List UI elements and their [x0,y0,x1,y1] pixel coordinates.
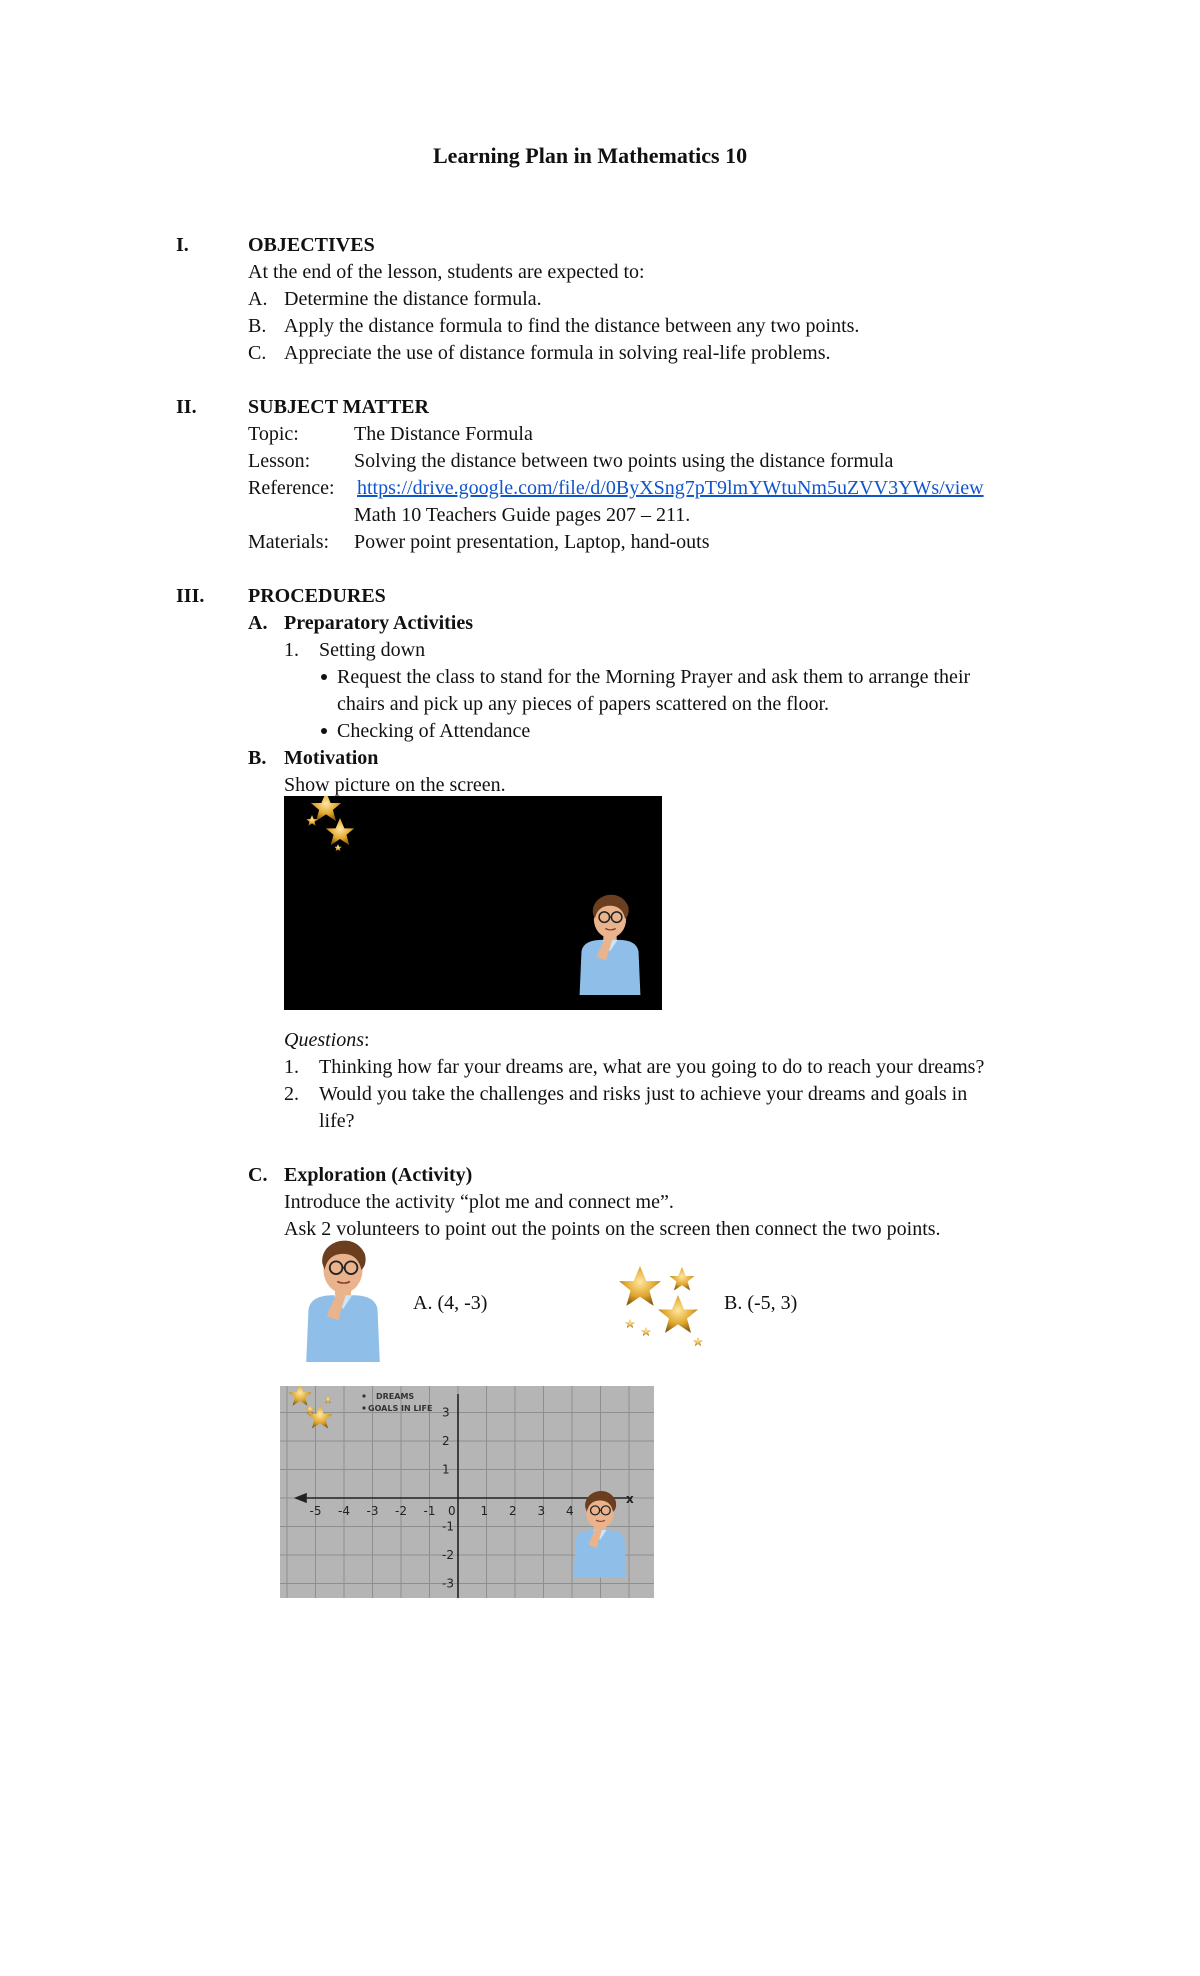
legend-bullet [362,1394,365,1397]
x-tick-label: 3 [537,1504,546,1518]
lesson-label: Lesson: [248,450,311,472]
lesson-value: Solving the distance between two points using the distance formula [354,450,894,472]
x-tick-label: -3 [366,1504,379,1518]
exploration-line2: Ask 2 volunteers to point out the points on the screen then connect the two points. [284,1218,941,1240]
reference-link[interactable]: https://drive.google.com/file/d/0ByXSng7pT9lmYWtuNm5uZVV3YWs/view [357,477,984,499]
objective-label-c: C. [248,342,267,364]
q2-label: 2. [284,1083,299,1105]
point-b-text: B. (-5, 3) [724,1292,798,1314]
bullet-dot [321,728,327,734]
bullet1-line2: chairs and pick up any pieces of papers scattered on the floor. [337,693,830,715]
procedure-label-b: B. [248,747,267,769]
subject-heading: SUBJECT MATTER [248,396,429,418]
coordinate-grid-image [280,1386,654,1598]
section-numeral-objectives: I. [176,234,189,256]
legend-bullet [362,1406,365,1409]
y-tick-label: -1 [442,1519,454,1534]
bullet1-line1: Request the class to stand for the Morning Prayer and ask them to arrange their [337,666,971,688]
q1-label: 1. [284,1056,299,1078]
x-tick-label: -2 [395,1504,407,1518]
procedures-heading: PROCEDURES [248,585,386,607]
section-numeral-subject: II. [176,396,197,418]
objective-text-a: Determine the distance formula. [284,288,542,310]
q1-text: Thinking how far your dreams are, what are you going to do to reach your dreams? [319,1056,985,1078]
x-tick-label: -1 [423,1504,436,1518]
motivation-slide-image [284,796,662,1010]
q2-line1: Would you take the challenges and risks just to achieve your dreams and goals in [319,1083,968,1105]
point-a-text: A. (4, -3) [413,1292,488,1314]
reference-label: Reference: [248,477,335,499]
reference-book: Math 10 Teachers Guide pages 207 – 211. [354,504,691,526]
objectives-heading: OBJECTIVES [248,234,375,256]
step1-text: Setting down [319,639,426,661]
objective-label-a: A. [248,288,268,310]
materials-value: Power point presentation, Laptop, hand-outs [354,531,710,553]
y-tick-label: -2 [442,1548,454,1562]
boy-thinking-image [298,1240,388,1370]
x-tick-label: 2 [509,1504,517,1518]
questions-label [284,1027,370,1053]
x-tick-label: 1 [480,1504,489,1518]
stars-image [612,1262,712,1352]
materials-label: Materials: [248,531,330,553]
x-axis-label: x [626,1492,634,1506]
bullet-dot [321,674,327,680]
objectives-intro: At the end of the lesson, students are expected to: [248,261,645,283]
motivation-text: Show picture on the screen. [284,774,506,796]
page-title: Learning Plan in Mathematics 10 [433,143,748,168]
x-tick-label: 4 [566,1504,574,1518]
objective-text-c: Appreciate the use of distance formula in solving real-life problems. [284,342,831,364]
section-numeral-procedures: III. [176,585,205,607]
q2-line2: life? [319,1110,355,1132]
step1-label: 1. [284,639,299,661]
x-tick-label: -5 [309,1504,322,1518]
legend-item-dreams: DREAMS [376,1392,415,1401]
x-tick-label: 0 [448,1504,456,1518]
x-tick-label: -4 [338,1504,350,1518]
y-tick-label: 1 [442,1462,450,1477]
procedure-label-a: A. [248,612,268,634]
bullet2-text: Checking of Attendance [337,720,531,742]
y-tick-label: 2 [442,1434,450,1448]
preparatory-heading: Preparatory Activities [284,612,474,634]
y-tick-label: 3 [442,1405,450,1420]
procedure-label-c: C. [248,1164,268,1186]
questions-word: Questions [284,1029,364,1051]
motivation-heading: Motivation [284,747,379,769]
exploration-heading: Exploration (Activity) [284,1164,473,1186]
y-tick-label: -3 [442,1576,454,1591]
questions-colon: : [364,1029,370,1051]
topic-value: The Distance Formula [354,423,533,445]
legend-item-goals: GOALS IN LIFE [368,1404,433,1413]
exploration-line1: Introduce the activity “plot me and connect me”. [284,1191,674,1213]
objective-label-b: B. [248,315,267,337]
objective-text-b: Apply the distance formula to find the distance between any two points. [284,315,860,337]
topic-label: Topic: [248,423,299,445]
